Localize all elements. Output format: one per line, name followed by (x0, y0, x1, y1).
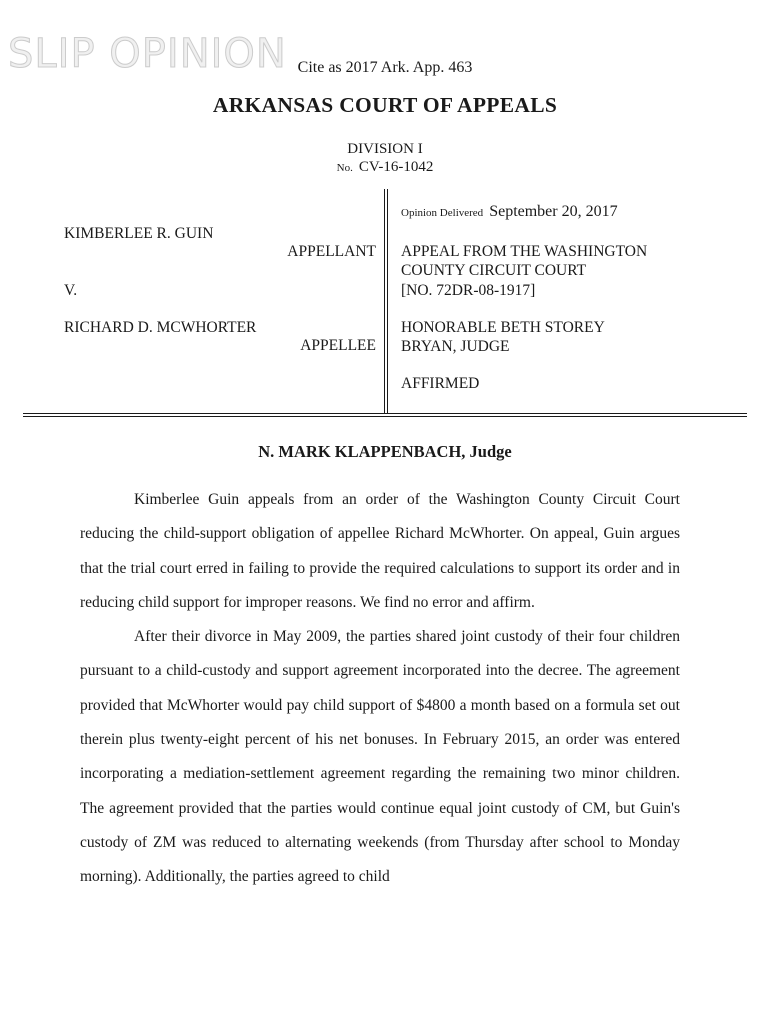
appeal-from-line1: APPEAL FROM THE WASHINGTON (401, 243, 648, 260)
citation: Cite as 2017 Ark. App. 463 (297, 59, 473, 76)
delivered-label: Opinion Delivered (401, 207, 484, 219)
delivered-date: September 20, 2017 (489, 203, 618, 220)
appellant-role: APPELLANT (287, 243, 376, 260)
trial-judge-line1: HONORABLE BETH STOREY (401, 319, 605, 336)
appellee-name: RICHARD D. MCWHORTER (64, 319, 257, 336)
trial-judge-line2: BRYAN, JUDGE (401, 338, 510, 355)
appeal-from-line2: COUNTY CIRCUIT COURT (401, 262, 587, 279)
caption-divider-left (384, 189, 385, 414)
opinion-paragraph: After their divorce in May 2009, the parties shared joint custody of their four children pursuant to a child-custody and support agreement incorporated into the decree. The agreement provided that McWhorter would pay child support of $4800 a month based on a formula set out therein plus twenty-eight percent of his net bonuses. In February 2015, an order was entered incorporating a mediation-settlement agreement regarding the remaining two minor children. The agreement provided that the parties would continue equal joint custody of CM, but Guin's custody of ZM was reduced to alternating weekends (from Thursday after school to Monday morning). Additionally, the parties agreed to child (80, 628, 680, 886)
opinion-paragraph: Kimberlee Guin appeals from an order of the Washington County Circuit Court reducing the child-support obligation of appellee Richard McWhorter. On appeal, Guin argues that the trial court erred in failing to provide the required calculations to support its order and in reducing child support for improper reasons. We find no error and affirm. (80, 491, 680, 611)
docket-prefix: No. (336, 162, 353, 174)
opinion-body (80, 483, 680, 895)
court-name: ARKANSAS COURT OF APPEALS (212, 93, 558, 117)
appellee-role: APPELLEE (300, 337, 376, 354)
disposition: AFFIRMED (401, 375, 480, 392)
docket-value: CV-16-1042 (358, 159, 434, 175)
slip-opinion-watermark: SLIP OPINION (8, 31, 287, 77)
caption-rule-top (23, 413, 747, 414)
docket-number (0, 159, 770, 176)
caption-divider-right (387, 189, 388, 414)
division: DIVISION I (347, 141, 423, 157)
caption-rule-bottom (23, 416, 747, 417)
opinion-author: N. MARK KLAPPENBACH, Judge (258, 442, 512, 461)
versus: V. (64, 282, 78, 299)
appellant-name: KIMBERLEE R. GUIN (64, 225, 214, 242)
trial-case-number: [NO. 72DR-08-1917] (401, 282, 536, 299)
opinion-delivered (401, 203, 618, 221)
